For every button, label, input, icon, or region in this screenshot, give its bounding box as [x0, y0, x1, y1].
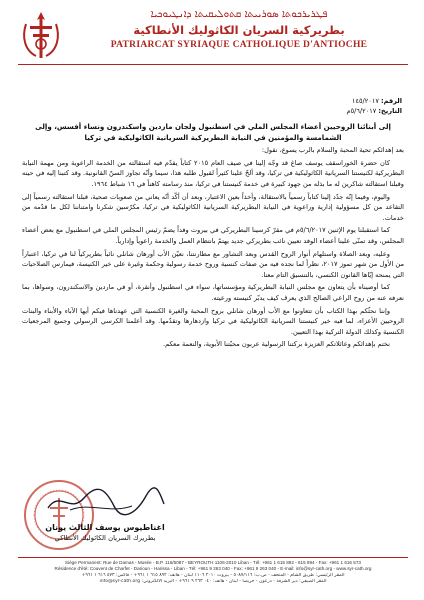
reference-number-label: الرقم:	[381, 97, 402, 105]
paragraph-6: وإننا نحثّكم بهذا الكتاب بأن تتعاونوا مع الأب أورهان شانلي بروح المحبة والغيرة الكنسية التي عهدناها فيكم أيها الآباء والأبناء والبنات الروحيين الأعزاء، لما فيه خير كنيستنا السريانية الكاثوليكية في تركيا وازدهارها وتقدّمها. وقد أعلمنا الكرسي الرسولي وجميع المرجعيات الكنسية وكذلك الدولة التركية بهذا التعيين.	[22, 306, 404, 336]
signer-name: اغناطيوس يوسف الثالث يونان	[45, 523, 165, 532]
reference-block	[272, 96, 402, 116]
reference-date-label: التاريخ:	[378, 107, 402, 115]
footer-line-2: Résidence d'été: Couvent de Charfet - Darioun - Harissa - Liban - Tél: +961 9 263 040 - Fax: +961 9 263 040 - E-mail: info@syr-cath.org - www.syr-cath.org	[54, 566, 372, 572]
paragraph-1: كان حضرة الخوراسقف يوسف صاغ قد وجّه إلينا في صيف العام ٢٠١٥ كتاباً يقدّم فيه استقالته من الخدمة الراعوية ومن مهمة النيابة البطريركية لكنيستنا السريانية الكاثوليكية في تركيا، وقد ألحّ علينا كثيراً لقبول طلبه هذا، سيما وأنّه تجاوز السنّ القانونية. وقد كتبنا إليه في حينه وقبلنا استقالته شاكرين له ما بذله من جهود كبيرة في خدمة كنيستنا في تركيا، منذ رسامته كاهناً في ١٦ شباط ١٩٦٤.	[22, 158, 404, 188]
letterhead-french: PATRIARCAT SYRIAQUE CATHOLIQUE D'ANTIOCHE	[110, 40, 368, 50]
paragraph-3: كما استقبلنا يوم الإثنين ٥/٦/٢٠١٧م في مقرّ كرسينا البطريركي في بيروت وفداً يضمّ رئيس المجلس الملي في اسطنبول مع بعض أعضاء المجلس، وقد تمنّى علينا أعضاء الوفد تعيين نائب بطريركي جديد يهتمّ بانتظام العمل والخدمة راعوياً وإدارياً.	[22, 226, 404, 245]
closing: نختم بإهدائكم وعائلاتكم العزيزة بركتنا الرسولية عربون محبّتنا الأبوية، والنعمة معكم.	[163, 340, 390, 349]
paragraph-4: وعليه، وبعد الصلاة واستلهام أنوار الروح القدس وبعد التشاور مع مطارنتنا، نعيّن الأب أورهان شانلي نائباً بطريركياً لنا في تركيا، اعتباراً من الأول من شهر تموز ٢٠١٧، نظراً لما نجده فيه من صفات كنسية وروح خدمة رسولية وحكمة وغيرة على خير الكنيسة، فيمارس الصلاحيات التي يمنحه إيّاها القانون الكنسي، بالتنسيق التام معنا.	[22, 249, 404, 279]
greeting: بعد إهدائكم تحية المحبة والسلام بالرب يسوع، نقول:	[261, 146, 404, 155]
letterhead-syriac: ܦܛܪܝܪܟܘܬܐ ܣܘܪܝܝܬܐ ܩܬܘܠܝܩܝܬܐ ܕܐܢܛܝܘܟܝܐ	[150, 9, 328, 20]
footer-line-1: Siège Permanent: Rue de Damas - Musée - B.P. 116/5087 - BEYROUTH 1106-2010 Liban - Tél: +961 1 615 892 - 615 894 - Fax: +961 1 616 573	[65, 560, 361, 565]
reference-number	[272, 96, 402, 106]
reference-date	[272, 106, 402, 116]
footer-divider	[18, 557, 408, 558]
salutation: إلى أبنائنا الروحيين أعضاء المجلس الملي في اسطنبول ولجان ماردين واسكندرون ونساء أفسس، وإلى الشمامسة والمؤمنين في النيابة البطريركية السريانية الكاثوليكية في تركيا	[35, 122, 391, 142]
patriarchal-crest-icon	[18, 10, 64, 60]
footer-line-3: المقر الرئيسي: طريق الشام - المتحف - ص.ب: ٥٠٨٧/١١٦ - بيروت ٢٠١٠ ١١٠٦ لبنان - هاتف: ٨٩٢ ٦١٥ ١ ٩٦١+ - فاكس: ٥٧٣ ٦١٦ ١ ٩٦١+	[81, 572, 345, 578]
footer-line-4: المقر الصيفي: دير الشرفة - درعون - حريصا - لبنان - هاتف: ٠٤٠ ٢٦٣ ٩ ٩٦١+ - البريد الالكتروني: info@syr-cath.org	[99, 579, 327, 585]
paragraph-5: كما أوصيناه بأن يتعاون مع مجلس النيابة البطريركية ومؤسساتها، سواء في اسطنبول وأنقرة، أو في ماردين والاسكندرون، وسواها، بما نعرفه عنه من روح الراعي الصالح الذي يعرف كيف يدبّر كنيسته ورعيته.	[22, 283, 404, 302]
paragraph-2: واليوم، وفيما إنّه جدّد إلينا كتاباً رسمياً بالاستقالة، وأخذاً بعين الاعتبار، وبعد أن أكّد أنّه يعاني من صعوبات صحية، قبلنا استقالته رسمياً إلى التقاعد من كل مسؤولية إدارية وراعوية في النيابة البطريركية السريانية الكاثوليكية في تركيا، مكرّسين شكرنا وامتناننا لكل ما قدّمه من خدمات.	[22, 192, 404, 222]
handwritten-signature-icon	[40, 484, 170, 518]
signer-title: بطريرك السريان الكاثوليك الأنطاكي	[54, 534, 156, 542]
reference-date-value: ٥/٦/٢٠١٧م	[346, 107, 377, 115]
letterhead-divider	[18, 64, 408, 65]
letterhead-text	[74, 8, 404, 52]
letterhead-arabic: بطريركية السريان الكاثوليك الأنطاكية	[133, 23, 345, 37]
letter-body	[22, 122, 404, 352]
letterhead	[18, 8, 408, 62]
reference-number-value: ١٤٥/٢٠١٧	[351, 97, 379, 105]
signature-block	[40, 484, 170, 543]
footer	[18, 560, 408, 586]
